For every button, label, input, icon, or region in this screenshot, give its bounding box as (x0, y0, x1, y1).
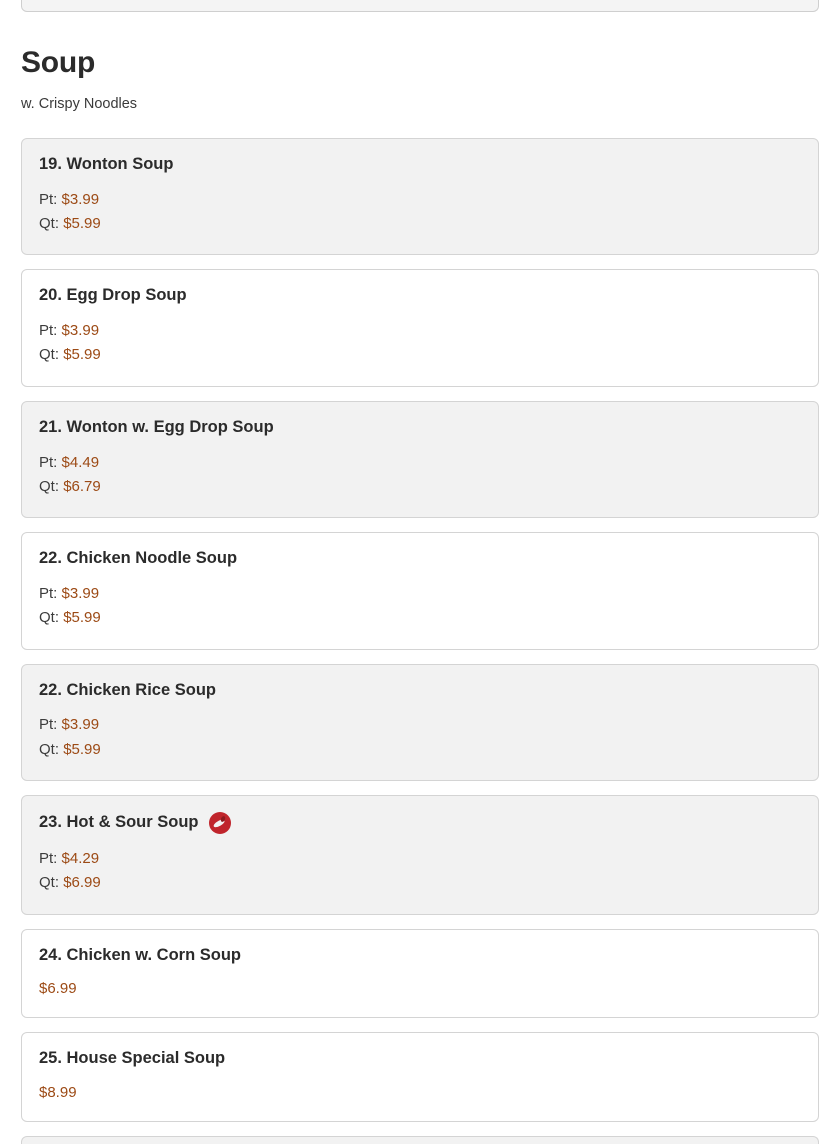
pint-price-row (39, 582, 801, 606)
list-item[interactable] (21, 269, 819, 386)
menu-item-name: 19. Wonton Soup (39, 155, 174, 173)
quart-price: $5.99 (63, 215, 101, 233)
price-rows (39, 582, 801, 631)
quart-price: $6.99 (63, 874, 101, 892)
menu-item-name: 21. Wonton w. Egg Drop Soup (39, 417, 274, 436)
pint-price: $4.29 (61, 849, 100, 867)
section-header (21, 12, 819, 112)
single-price: $6.99 (39, 980, 77, 998)
section-subtitle: w. Crispy Noodles (21, 96, 138, 112)
pint-price: $3.99 (61, 322, 100, 340)
quart-price-row (39, 343, 801, 367)
menu-item-name-row (39, 681, 801, 701)
menu-item-name: 23. Hot & Sour Soup (39, 813, 199, 832)
quart-label: Qt: (39, 215, 60, 233)
pint-label: Pt: (39, 716, 58, 734)
quart-label: Qt: (39, 477, 60, 495)
menu-item-name: 24. Chicken w. Corn Soup (39, 945, 242, 964)
menu-item-name: 22. Chicken Noodle Soup (39, 549, 238, 568)
list-item[interactable] (21, 138, 819, 255)
price-rows (39, 319, 801, 368)
quart-price-row (39, 871, 801, 895)
menu-item-name-row (39, 286, 801, 306)
menu-item-name-row (39, 1049, 801, 1069)
list-item[interactable] (21, 532, 819, 649)
quart-price: $5.99 (63, 346, 101, 364)
menu-item-name: 22. Chicken Rice Soup (39, 680, 216, 699)
menu-item-name-row (39, 812, 801, 834)
menu-item-name-row (39, 946, 801, 966)
pint-price-row (39, 319, 801, 343)
single-price: $8.99 (39, 1084, 77, 1102)
quart-label: Qt: (39, 874, 60, 892)
quart-price-row (39, 212, 801, 236)
pint-price-row (39, 188, 801, 212)
list-item[interactable] (21, 1032, 819, 1122)
quart-label: Qt: (39, 609, 60, 627)
pint-label: Pt: (39, 322, 58, 340)
spicy-icon (209, 812, 231, 834)
price-rows (39, 713, 801, 762)
previous-item-card-partial[interactable] (21, 0, 819, 12)
menu-item-name-row (39, 155, 801, 175)
pint-price: $4.49 (61, 453, 100, 471)
pint-price: $3.99 (61, 584, 100, 602)
pint-price-row (39, 713, 801, 737)
quart-price: $5.99 (63, 609, 101, 627)
pint-label: Pt: (39, 190, 58, 208)
price-rows (39, 451, 801, 500)
pint-label: Pt: (39, 453, 58, 471)
pint-price: $3.99 (61, 190, 100, 208)
next-item-card-partial[interactable] (21, 1136, 819, 1144)
quart-price-row (39, 475, 801, 499)
list-item[interactable] (21, 401, 819, 518)
menu-item-name-row (39, 418, 801, 438)
pint-price: $3.99 (61, 716, 100, 734)
menu-item-name: 25. House Special Soup (39, 1049, 226, 1068)
pint-label: Pt: (39, 849, 58, 867)
quart-label: Qt: (39, 740, 60, 758)
pint-label: Pt: (39, 584, 58, 602)
list-item[interactable] (21, 795, 819, 915)
menu-item-name: 20. Egg Drop Soup (39, 286, 187, 305)
menu-item-name-row (39, 549, 801, 569)
quart-label: Qt: (39, 346, 60, 364)
pint-price-row (39, 847, 801, 871)
list-item[interactable] (21, 929, 819, 1019)
quart-price-row (39, 738, 801, 762)
menu-item-list (21, 138, 819, 1144)
quart-price-row (39, 606, 801, 630)
list-item[interactable] (21, 664, 819, 781)
quart-price: $6.79 (63, 477, 101, 495)
quart-price: $5.99 (63, 740, 101, 758)
pint-price-row (39, 451, 801, 475)
price-rows (39, 188, 801, 237)
page-title: Soup (21, 46, 96, 79)
price-rows (39, 847, 801, 896)
